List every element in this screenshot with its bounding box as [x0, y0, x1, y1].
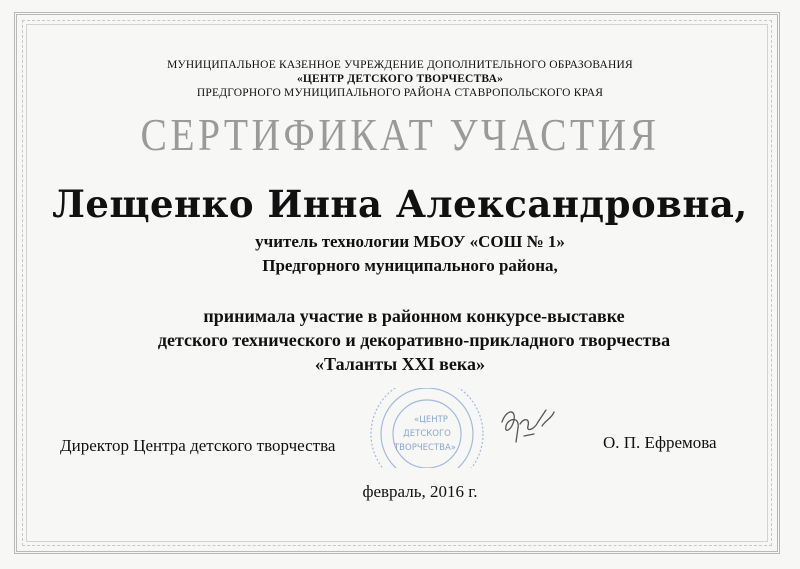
signatory-role: Директор Центра детского творчества [60, 436, 336, 455]
participation-line-3: «Таланты XXI века» [315, 354, 485, 374]
svg-text:ТВОРЧЕСТВА»: ТВОРЧЕСТВА» [393, 443, 457, 453]
organization-line-2: «ЦЕНТР ДЕТСКОГО ТВОРЧЕСТВА» [296, 73, 504, 85]
svg-text:«ЦЕНТР: «ЦЕНТР [414, 415, 448, 425]
organization-line-1: МУНИЦИПАЛЬНОЕ КАЗЕННОЕ УЧРЕЖДЕНИЕ ДОПОЛНИТЕЛЬНОГО ОБРАЗОВАНИЯ [167, 59, 633, 71]
participation-line-2: детского технического и декоративно-прикладного творчества [157, 330, 671, 350]
round-stamp [365, 388, 495, 473]
organization-line-3: ПРЕДГОРНОГО МУНИЦИПАЛЬНОГО РАЙОНА СТАВРОПОЛЬСКОГО КРАЯ [196, 87, 604, 99]
certificate-title: СЕРТИФИКАТ УЧАСТИЯ [140, 109, 660, 160]
signatory-name: О. П. Ефремова [603, 433, 717, 452]
recipient-district: Предгорного муниципального района, [262, 256, 558, 275]
recipient-name: Лещенко Инна Александровна, [52, 182, 748, 226]
recipient-position: учитель технологии МБОУ «СОШ № 1» [255, 232, 565, 251]
svg-text:ДЕТСКОГО: ДЕТСКОГО [403, 429, 451, 439]
handwritten-signature [494, 400, 564, 455]
participation-line-1: принимала участие в районном конкурсе-выставке [203, 306, 625, 326]
issue-date: февраль, 2016 г. [362, 482, 478, 501]
